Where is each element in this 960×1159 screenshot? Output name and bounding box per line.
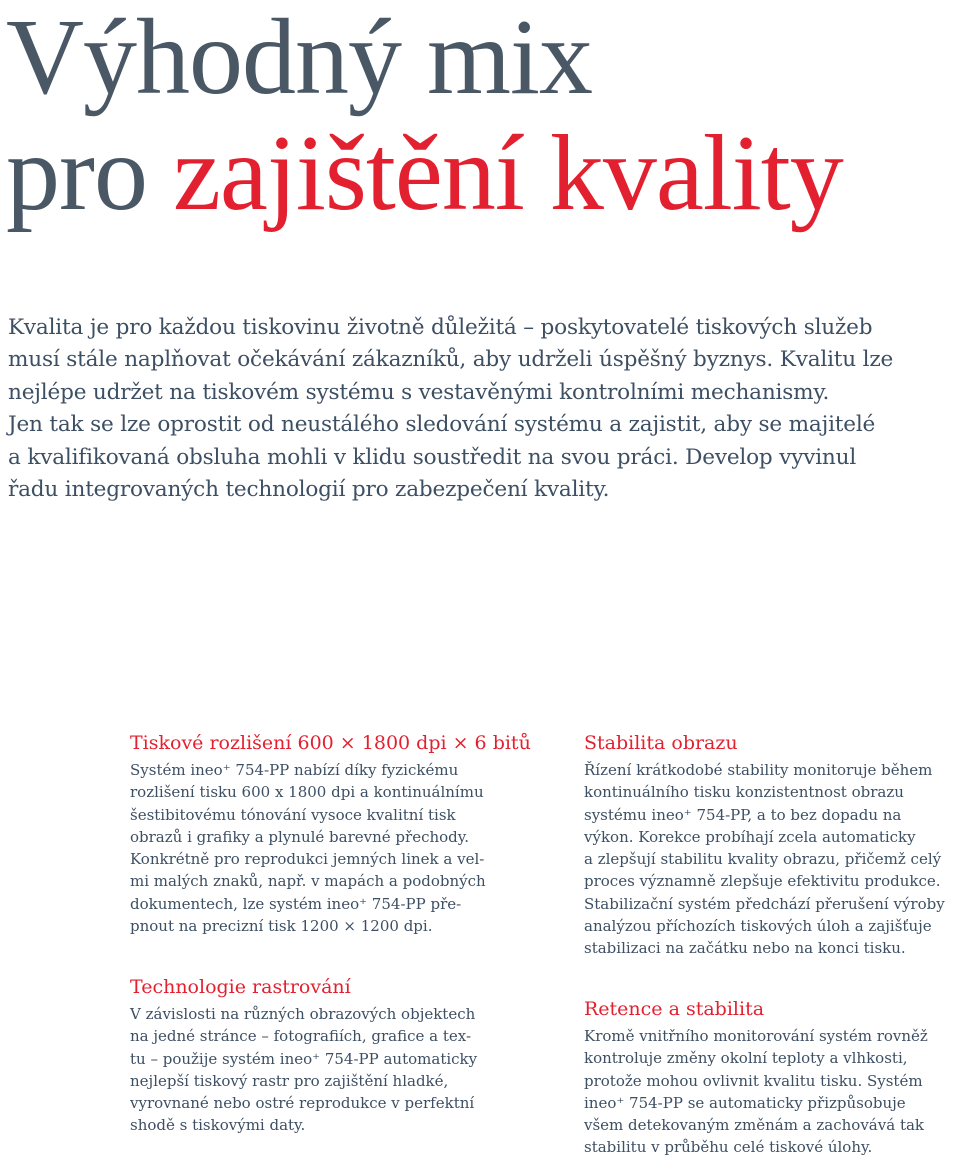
body-line: Řízení krátkodobé stability monitoruje během (584, 761, 933, 779)
section-stability (584, 731, 960, 960)
body-line: kontroluje změny okolní teploty a vlhkosti, (584, 1049, 908, 1068)
body-line: shodě s tiskovými daty. (130, 1116, 306, 1135)
body-line: a zlepšují stabilitu kvality obrazu, přičemž celý (584, 850, 942, 869)
section-body (130, 1003, 510, 1137)
title-line-2-accent: zajištění kvality (172, 114, 843, 233)
body-line: nejlepší tiskový rastr pro zajištění hladké, (130, 1071, 449, 1090)
body-line: analýzou příchozích tiskových úloh a zajišťuje (584, 917, 932, 936)
body-line: výkon. Korekce probíhají zcela automaticky (584, 827, 916, 846)
body-line: stabilitu v průběhu celé tiskové úlohy. (584, 1138, 873, 1157)
intro-line: Jen tak se lze oprostit od neustálého sledování systému a zajistit, aby se majitelé (8, 412, 876, 438)
body-line: dokumentech, lze systém ineo⁺ 754-PP pře- (130, 894, 462, 913)
intro-line: řadu integrovaných technologií pro zabezpečení kvality. (8, 477, 610, 503)
body-line: pnout na precizní tisk 1200 × 1200 dpi. (130, 917, 433, 936)
body-line: ineo⁺ 754-PP se automaticky přizpůsobuje (584, 1093, 906, 1112)
body-line: proces významně zlepšuje efektivitu produkce. (584, 872, 941, 891)
body-line: kontinuálního tisku konzistentnost obrazu (584, 783, 904, 802)
body-line: na jedné stránce – fotografiích, grafice a tex- (130, 1027, 472, 1046)
body-line: Konkrétně pro reprodukci jemných linek a vel- (130, 850, 485, 869)
body-line: šestibitovému tónování vysoce kvalitní tisk (130, 805, 456, 824)
title-line-2-plain: pro (6, 114, 173, 233)
intro-line: a kvalifikovaná obsluha mohli v klidu soustředit na svou práci. Develop vyvinul (8, 444, 857, 470)
body-line: rozlišení tisku 600 x 1800 dpi a kontinuálnímu (130, 783, 484, 802)
section-heading: Tiskové rozlišení 600 × 1800 dpi × 6 bitů (130, 732, 531, 754)
body-line: mi malých znaků, např. v mapách a podobných (130, 872, 486, 891)
body-line: všem detekovaným změnám a zachovává tak (584, 1116, 924, 1135)
title-line-2 (6, 116, 843, 232)
section-body (584, 1025, 960, 1159)
section-screening (130, 975, 510, 1137)
page-title (6, 0, 843, 232)
body-line: Systém ineo⁺ 754-PP nabízí díky fyzickému (130, 761, 459, 779)
body-line: protože mohou ovlivnit kvalitu tisku. Systém (584, 1071, 923, 1090)
section-body (130, 759, 510, 937)
body-line: obrazů i grafiky a plynulé barevné přechody. (130, 827, 470, 846)
title-line-1: Výhodný mix (6, 0, 593, 117)
body-line: tu – použije systém ineo⁺ 754-PP automaticky (130, 1049, 478, 1068)
section-body (584, 759, 960, 960)
section-resolution (130, 731, 531, 937)
body-line: V závislosti na různých obrazových objektech (130, 1005, 476, 1023)
intro-line: musí stále naplňovat očekávání zákazníků, aby udrželi úspěšný byznys. Kvalitu lze (8, 347, 894, 373)
intro-line: nejlépe udržet na tiskovém systému s vestavěnými kontrolními mechanismy. (8, 379, 830, 405)
section-retention (584, 997, 960, 1159)
intro-line: Kvalita je pro každou tiskovinu životně důležitá – poskytovatelé tiskových služeb (8, 315, 873, 340)
section-heading: Technologie rastrování (130, 976, 351, 998)
body-line: stabilizaci na začátku nebo na konci tisku. (584, 939, 906, 958)
body-line: vyrovnané nebo ostré reprodukce v perfektní (130, 1094, 475, 1113)
body-line: systému ineo⁺ 754-PP, a to bez dopadu na (584, 805, 902, 824)
section-heading: Retence a stabilita (584, 998, 765, 1020)
body-line: Kromě vnitřního monitorování systém rovněž (584, 1027, 928, 1045)
section-heading: Stabilita obrazu (584, 732, 738, 754)
intro-paragraph (8, 312, 956, 506)
body-line: Stabilizační systém předchází přerušení výroby (584, 894, 945, 913)
